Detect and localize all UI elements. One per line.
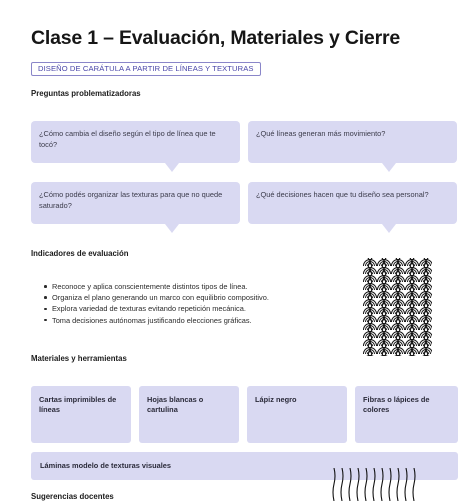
question-text: ¿Cómo cambia el diseño según el tipo de línea que te tocó? [39,129,216,149]
bubble-tail [165,163,179,172]
bubble-tail [382,224,396,233]
material-card-label: Hojas blancas o cartulina [147,395,204,414]
subtitle-tag: DISEÑO DE CARÁTULA A PARTIR DE LÍNEAS Y TEXTURAS [31,62,261,76]
question-bubble [31,121,240,163]
materiales-heading: Materiales y herramientas [31,354,127,363]
list-item: Reconoce y aplica conscientemente distintos tipos de línea. [44,281,269,292]
material-card [247,386,347,443]
list-item: Toma decisiones autónomas justificando elecciones gráficas. [44,315,269,326]
material-card [31,386,131,443]
question-bubble [248,121,457,163]
list-item: Organiza el plano generando un marco con equilibrio compositivo. [44,292,269,303]
question-bubble [248,182,457,224]
question-bubble [31,182,240,224]
material-card [139,386,239,443]
material-wide-card-label: Láminas modelo de texturas visuales [40,461,172,470]
question-text: ¿Qué decisiones hacen que tu diseño sea personal? [256,190,429,199]
question-text: ¿Cómo podés organizar las texturas para que no quede saturado? [39,190,223,210]
scallop-pattern-icon [363,258,432,356]
indicadores-heading: Indicadores de evaluación [31,249,129,258]
bubble-tail [165,224,179,233]
material-card-label: Cartas imprimibles de líneas [39,395,117,414]
list-item: Explora variedad de texturas evitando repetición mecánica. [44,303,269,314]
indicadores-list [44,281,269,326]
material-card-label: Fibras o lápices de colores [363,395,430,414]
material-card-label: Lápiz negro [255,395,297,404]
bubble-tail [382,163,396,172]
sugerencias-heading: Sugerencias docentes [31,492,114,501]
wavy-lines-icon [331,468,419,501]
page-title: Clase 1 – Evaluación, Materiales y Cierre [31,27,401,49]
material-card [355,386,458,443]
preguntas-heading: Preguntas problematizadoras [31,89,141,98]
question-text: ¿Qué líneas generan más movimiento? [256,129,386,138]
